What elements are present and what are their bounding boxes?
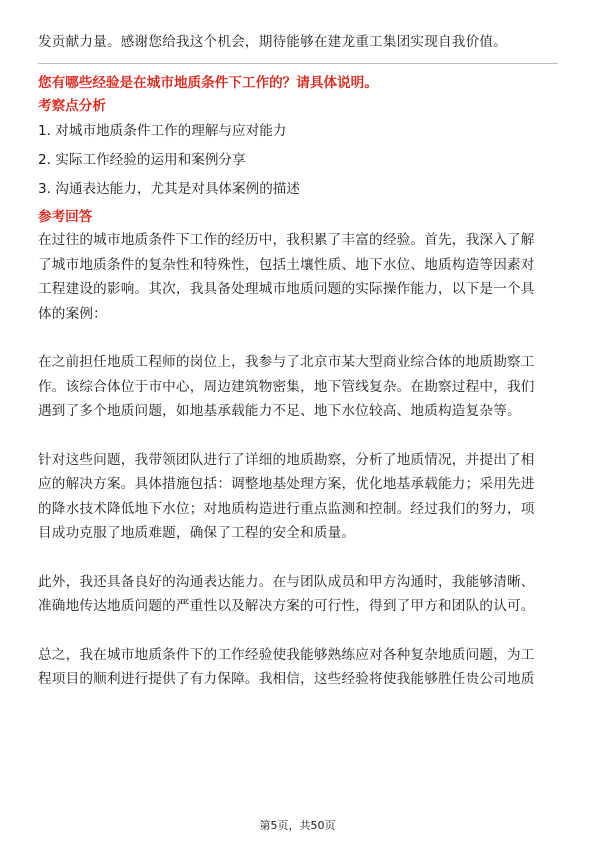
paragraph-line: 程项目的顺利进行提供了有力保障。我相信，这些经验将使我能够胜任贵公司地质: [38, 671, 535, 688]
question-title: 您有哪些经验是在城市地质条件下工作的？请具体说明。: [38, 75, 378, 92]
page-number: 第5页，共50页: [259, 819, 336, 832]
answer-paragraph: [38, 570, 558, 619]
paragraph-line: 遇到了多个地质问题，如地基承载能力不足、地下水位较高、地质构造复杂等。: [38, 403, 521, 420]
answer-heading: 参考回答: [38, 209, 93, 226]
paragraph-line: 总之，我在城市地质条件下的工作经验使我能够熟练应对各种复杂地质问题，为工: [38, 647, 535, 664]
paragraph-line: 的降水技术降低地下水位；对地质构造进行重点监测和控制。经过我们的努力，项: [38, 500, 535, 517]
answer-paragraph: [38, 350, 558, 423]
paragraph-gap: [38, 619, 558, 643]
analysis-item: 3. 沟通表达能力，尤其是对具体案例的描述: [38, 181, 300, 198]
analysis-heading: 考察点分析: [38, 98, 106, 115]
analysis-item: 1. 对城市地质条件工作的理解与应对能力: [38, 123, 287, 140]
document-page: [38, 30, 558, 692]
answer-paragraph: [38, 448, 558, 546]
paragraph-line: 应的解决方案。具体措施包括：调整地基处理方案，优化地基承载能力；采用先进: [38, 476, 535, 493]
paragraph-line: 工程建设的影响。其次，我具备处理城市地质问题的实际操作能力，以下是一个具: [38, 281, 535, 298]
paragraph-line: 目成功克服了地质难题，确保了工程的安全和质量。: [38, 525, 356, 542]
answer-paragraph: [38, 643, 558, 692]
analysis-list: [38, 117, 558, 204]
paragraph-line: 针对这些问题，我带领团队进行了详细的地质勘察，分析了地质情况，并提出了相: [38, 451, 535, 468]
paragraph-line: 在之前担任地质工程师的岗位上，我参与了北京市某大型商业综合体的地质勘察工: [38, 354, 535, 371]
paragraph-line: 准确地传达地质问题的严重性以及解决方案的可行性，得到了甲方和团队的认可。: [38, 598, 535, 615]
paragraph-line: 在过往的城市地质条件下工作的经历中，我积累了丰富的经验。首先，我深入了解: [38, 232, 535, 249]
paragraph-line: 此外，我还具备良好的沟通表达能力。在与团队成员和甲方沟通时，我能够清晰、: [38, 573, 535, 590]
paragraph-gap: [38, 424, 558, 448]
intro-line: 发贡献力量。感谢您给我这个机会，期待能够在建龙重工集团实现自我价值。: [38, 34, 507, 50]
section-divider: [38, 63, 558, 64]
paragraph-line: 作。该综合体位于市中心，周边建筑物密集，地下管线复杂。在勘察过程中，我们: [38, 378, 535, 395]
analysis-item: 2. 实际工作经验的运用和案例分享: [38, 152, 246, 169]
paragraph-gap: [38, 545, 558, 569]
paragraph-gap: [38, 326, 558, 350]
paragraph-line: 体的案例：: [38, 305, 107, 322]
paragraph-line: 了城市地质条件的复杂性和特殊性，包括土壤性质、地下水位、地质构造等因素对: [38, 256, 535, 273]
answer-paragraph: [38, 228, 558, 326]
